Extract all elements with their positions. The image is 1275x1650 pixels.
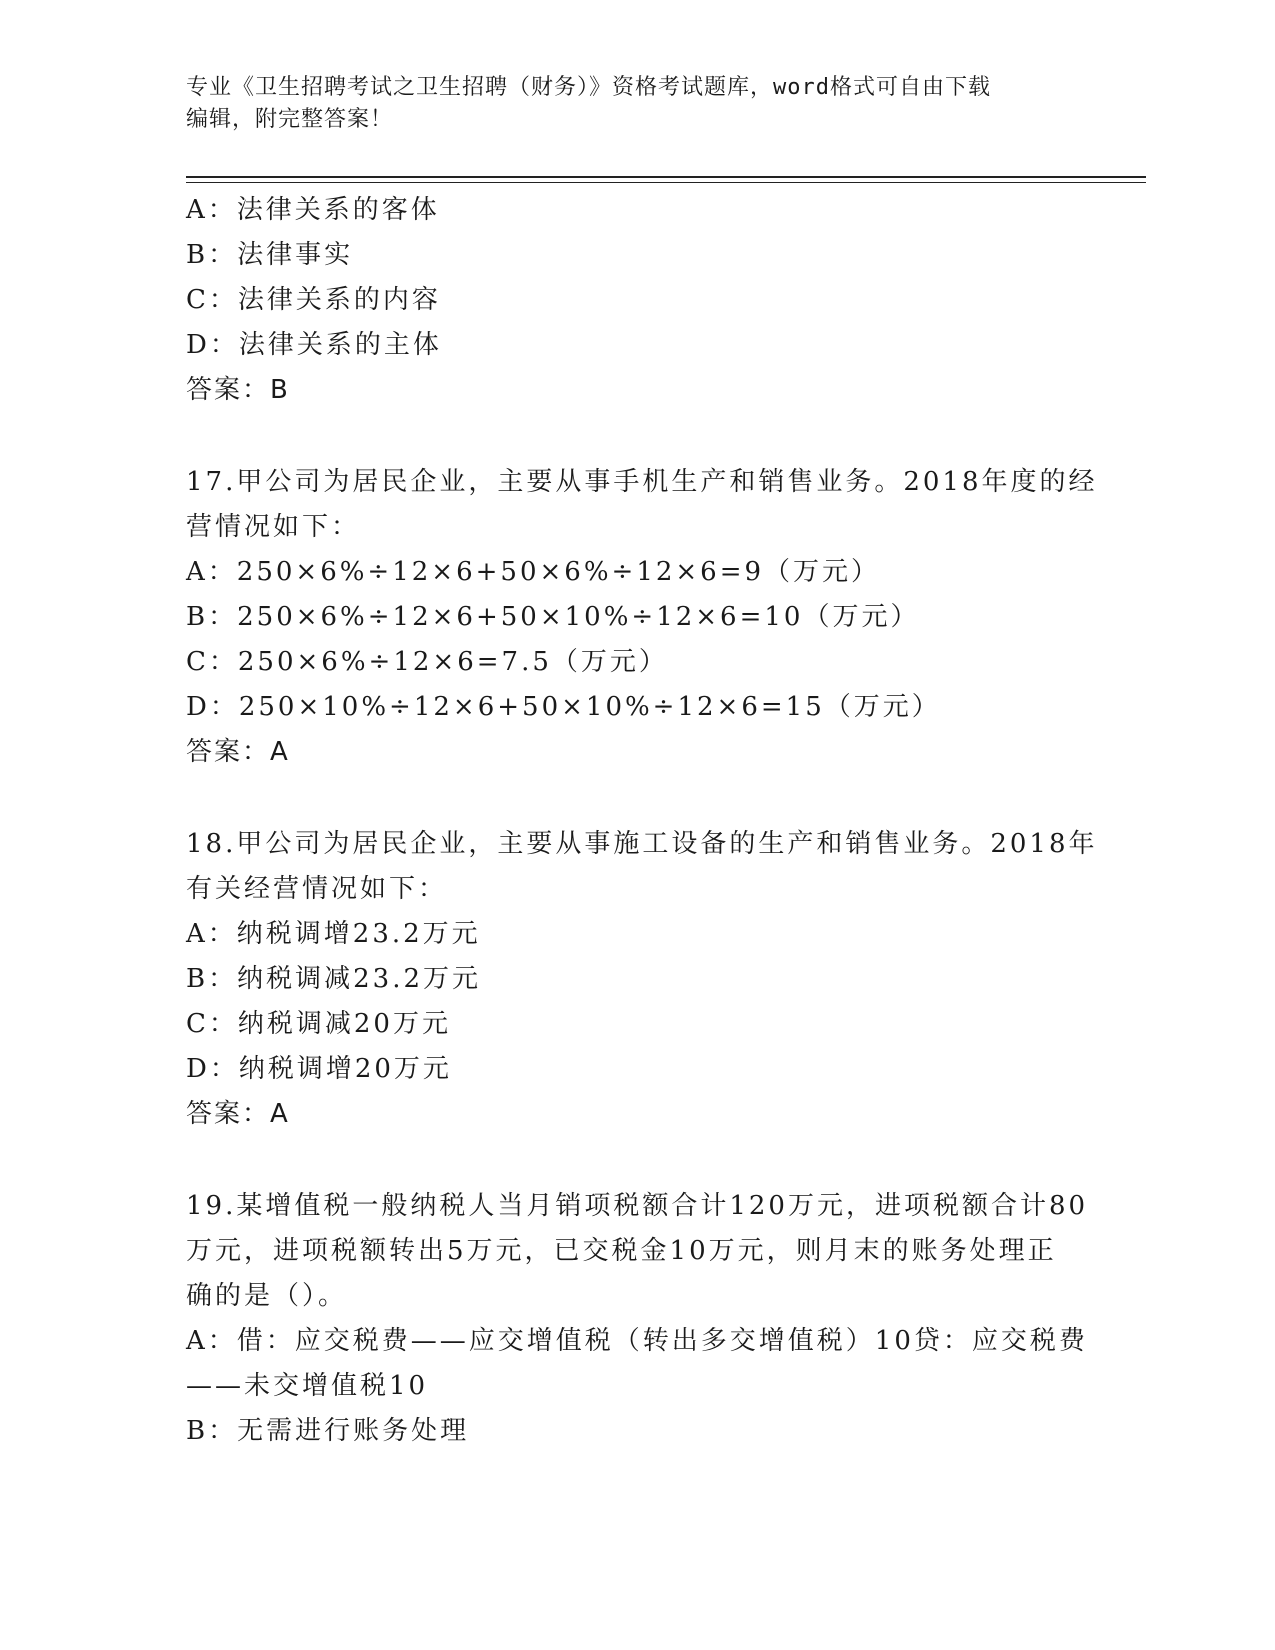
- question-19: [186, 1184, 1089, 1454]
- option-b: B：250×6%÷12×6+50×10%÷12×6=10（万元）: [186, 602, 920, 632]
- document-header: [186, 72, 1086, 136]
- question-stem-line: 万元，进项税额转出5万元，已交税金10万元，则月末的账务处理正: [186, 1236, 1057, 1266]
- answer-label: 答案：A: [186, 1099, 290, 1129]
- option-c: C：纳税调减20万元: [186, 1009, 451, 1039]
- option-a: A：纳税调增23.2万元: [186, 919, 481, 949]
- option-d: D：纳税调增20万元: [186, 1054, 452, 1084]
- question-stem-line: 营情况如下：: [186, 512, 361, 542]
- question-stem-line: 17.甲公司为居民企业，主要从事手机生产和销售业务。2018年度的经: [186, 467, 1098, 497]
- option-b: B：法律事实: [186, 240, 354, 270]
- option-b: B：无需进行账务处理: [186, 1416, 470, 1446]
- header-line-2: 编辑，附完整答案！: [186, 107, 394, 132]
- spacer: [186, 775, 1086, 822]
- option-c: C：250×6%÷12×6=7.5（万元）: [186, 647, 668, 677]
- question-17: [186, 460, 1098, 775]
- header-line-1: 专业《卫生招聘考试之卫生招聘（财务）》资格考试题库，word格式可自由下载: [186, 75, 991, 100]
- header-rule-thin: [186, 182, 1146, 183]
- question-stem-line: 有关经营情况如下：: [186, 874, 448, 904]
- answer-label: 答案：B: [186, 375, 290, 405]
- question-content: [186, 188, 1098, 1454]
- header-rule-thick: [186, 176, 1146, 178]
- option-a: A：250×6%÷12×6+50×6%÷12×6=9（万元）: [186, 557, 881, 587]
- option-b: B：纳税调减23.2万元: [186, 964, 481, 994]
- spacer: [186, 1137, 1086, 1184]
- question-stem-line: 确的是（）。: [186, 1281, 348, 1311]
- answer-label: 答案：A: [186, 737, 290, 767]
- question-18: [186, 822, 1098, 1137]
- option-c: C：法律关系的内容: [186, 285, 441, 315]
- question-stem-line: 19.某增值税一般纳税人当月销项税额合计120万元，进项税额合计80: [186, 1191, 1089, 1221]
- option-a-line-1: A：借：应交税费——应交增值税（转出多交增值税）10贷：应交税费: [186, 1326, 1088, 1356]
- question-stem-line: 18.甲公司为居民企业，主要从事施工设备的生产和销售业务。2018年: [186, 829, 1098, 859]
- option-a-line-2: ——未交增值税10: [186, 1371, 429, 1401]
- option-a: A：法律关系的客体: [186, 195, 440, 225]
- option-d: D：250×10%÷12×6+50×10%÷12×6=15（万元）: [186, 692, 941, 722]
- option-d: D：法律关系的主体: [186, 330, 442, 360]
- spacer: [186, 413, 1086, 460]
- question-16: [186, 188, 1086, 413]
